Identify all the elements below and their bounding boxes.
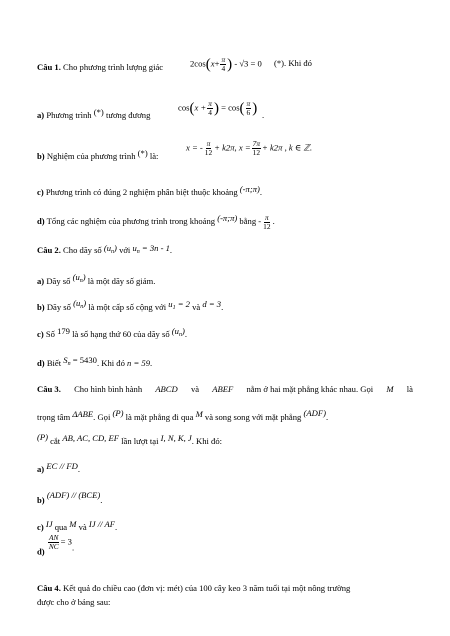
q3-line1: Câu 3. Cho hình bình hành ABCD và ABEF nằm ở hai mặt phẳng khác nhau. Gọi M là xyxy=(37,384,413,394)
q2a-text: a) Dãy số $(u_n)$ là một dãy số giảm. xyxy=(37,272,156,286)
q3-line2: trọng tâm ΔABE. Gọi (P) là mặt phẳng đi qua M và song song với mặt phẳng (ADF). xyxy=(37,408,329,422)
q1-equation: 2cos(x+ $\frac{\pi}{4}$ ) - √3 = 0 xyxy=(190,55,262,73)
q1b-text: b) Nghiệm của phương trình (*) là: xyxy=(37,148,159,161)
q3b-text: b) (ADF) // (BCE). xyxy=(37,490,103,505)
q4-line1: Câu 4. Kết quả đo chiều cao (đơn vị: mét) của 100 cây keo 3 năm tuổi tại một nông trường xyxy=(37,583,351,593)
q1d-text: d) Tổng các nghiệm của phương trình trong khoảng (-π;π) bằng - $\frac{\pi}{12}$ . xyxy=(37,212,275,231)
q1-tag: (*). Khi đó xyxy=(274,58,312,68)
q1b-solutions: x = - $\frac{\pi}{12}$ + k2π, x = $\frac{7\pi}{12}$ + k2π , k ∈ ℤ. xyxy=(186,139,312,157)
q3-line3: (P) cắt AB, AC, CD, EF lần lượt tại I, N, K, J. Khi đó: xyxy=(37,432,223,446)
q1a-text: a) Phương trình (*) tương đương xyxy=(37,107,151,120)
q1-stem xyxy=(37,62,163,72)
q2c-text: c) Số 179 là số hạng thứ 60 của dãy số $(u_n)$. xyxy=(37,326,187,339)
q2-stem: Câu 2. Cho dãy số $(u_n)$ với $u_n = 3n - 1$. xyxy=(37,243,173,255)
q2b-text: b) Dãy số $(u_n)$ là một cấp số cộng với $u_1 = 2$ và d = 3. xyxy=(37,298,224,312)
q1-text: Cho phương trình lượng giác xyxy=(63,62,164,72)
q3a-text: a) EC // FD. xyxy=(37,461,80,474)
q3c-text: c) IJ qua M và IJ // AF. xyxy=(37,519,118,532)
q1-label: Câu 1. xyxy=(37,62,61,72)
q1c-text: c) Phương trình có đúng 2 nghiệm phân biệt thuộc khoảng (-π;π). xyxy=(37,184,263,197)
q3d-text: d) $\frac{AN}{NC}$ = 3. xyxy=(37,533,75,557)
q1-fraction: $\frac{\pi}{4}$ xyxy=(221,55,226,73)
q4-label: Câu 4. xyxy=(37,583,61,593)
q2d-text: d) Biết $S_n = 5430$. Khi đó n = 59. xyxy=(37,355,153,368)
q1a-equation: cos(x + $\frac{\pi}{4}$ ) = cos( $\frac{\pi}{6}$ ) xyxy=(178,99,258,117)
q4-line2: được cho ở bảng sau: xyxy=(37,597,111,607)
q3-label: Câu 3. xyxy=(37,384,61,394)
q2-label: Câu 2. xyxy=(37,245,61,255)
